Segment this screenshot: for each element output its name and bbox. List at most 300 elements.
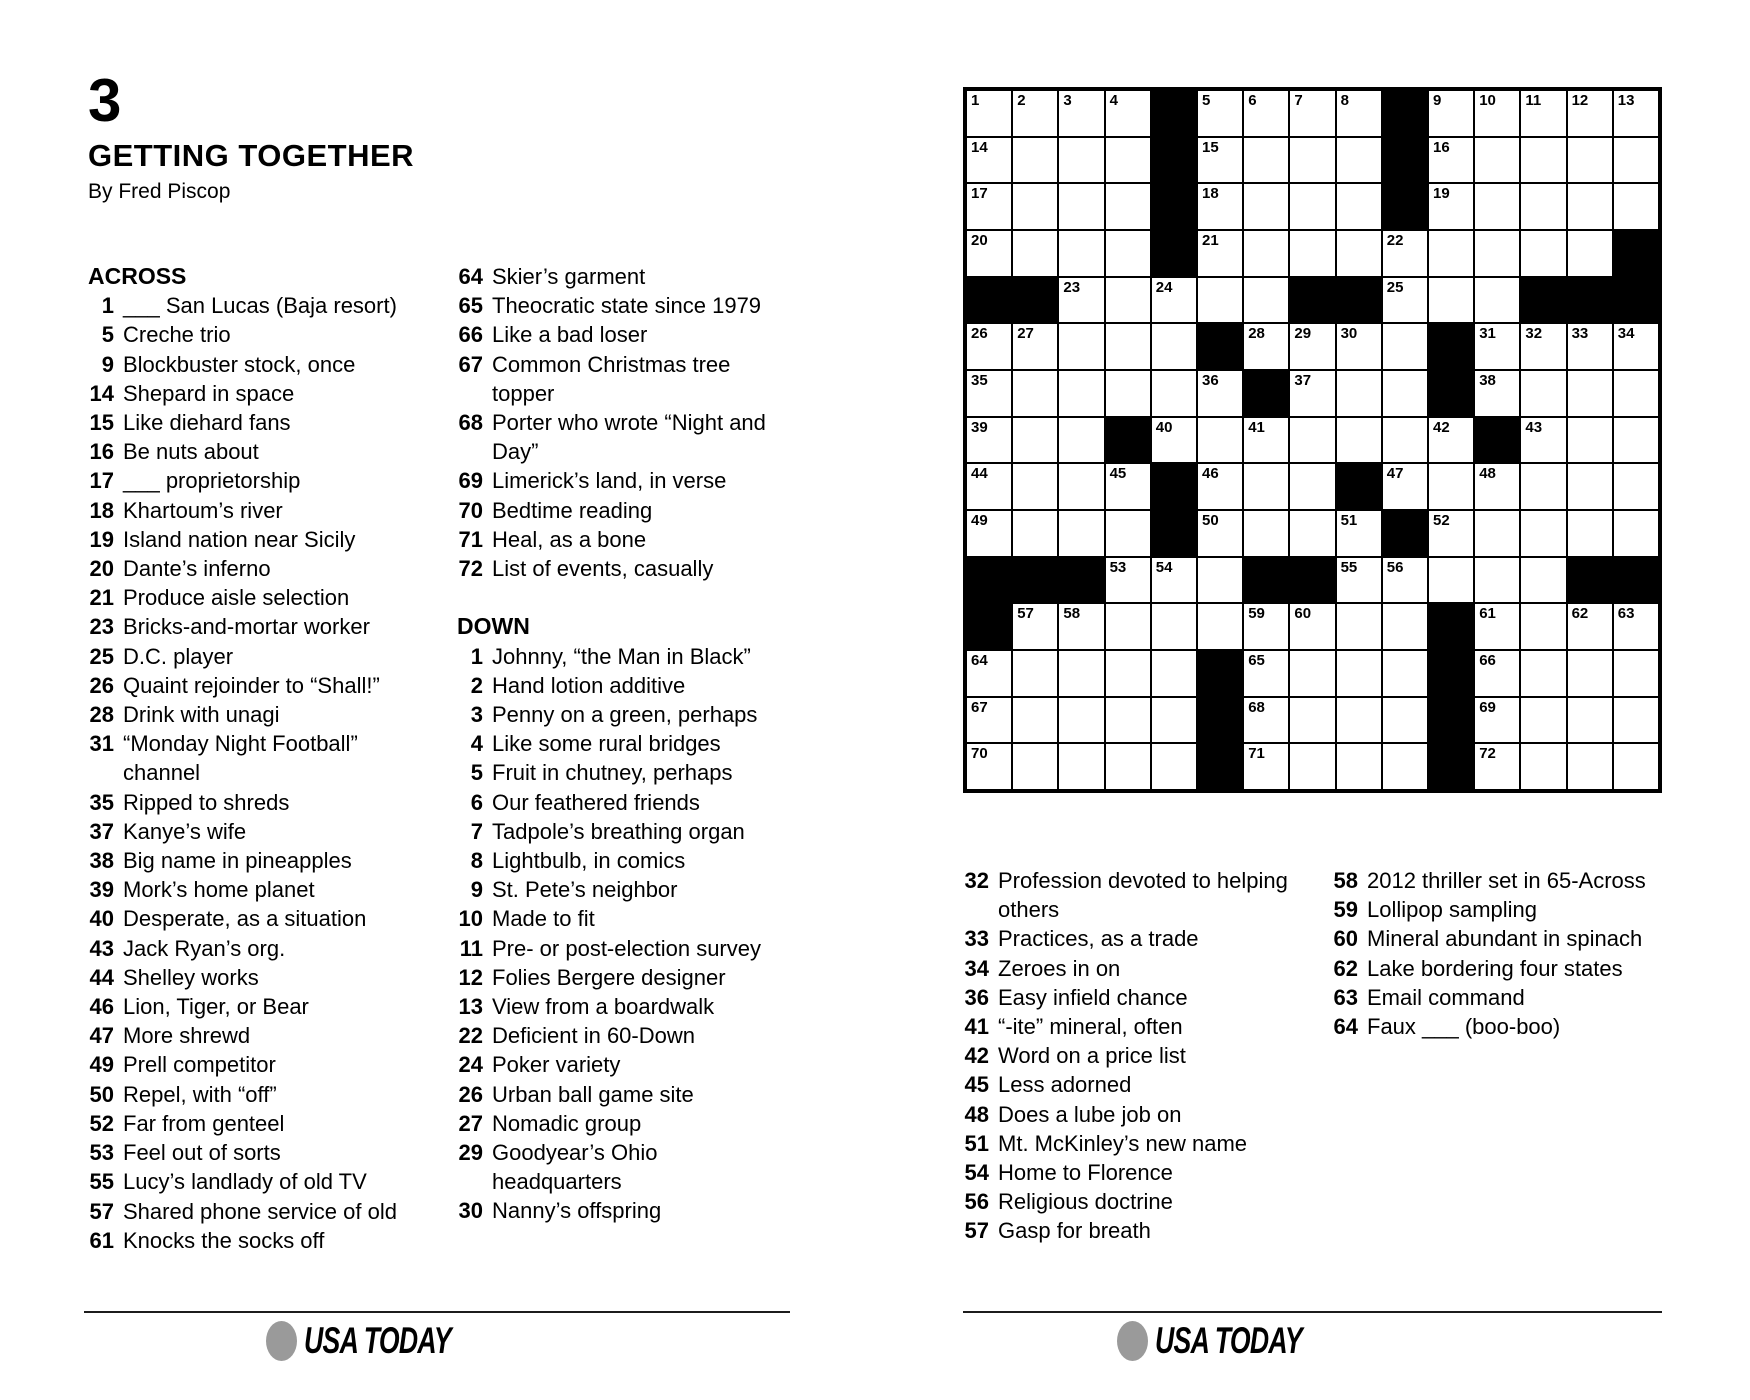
grid-cell[interactable] [1474, 277, 1520, 324]
clue-text: Heal, as a bone [492, 526, 647, 552]
clue-text: Practices, as a trade [998, 926, 1199, 952]
grid-cell[interactable] [966, 743, 1012, 790]
grid-cell[interactable] [1336, 557, 1382, 604]
grid-cell[interactable] [966, 510, 1012, 557]
clue-text: Desperate, as a situation [123, 906, 367, 932]
grid-cell[interactable] [966, 90, 1012, 137]
grid-cell[interactable] [966, 697, 1012, 744]
grid-cell[interactable] [1613, 417, 1659, 464]
grid-cell[interactable] [1520, 230, 1566, 277]
grid-cell[interactable] [1428, 417, 1474, 464]
clue [457, 729, 767, 758]
clue-number: 6 [470, 789, 483, 815]
clue-text: Creche trio [123, 322, 231, 348]
clue-text: Lollipop sampling [1367, 897, 1537, 923]
clue-number: 69 [458, 468, 483, 494]
clue-number [457, 379, 483, 408]
grid-cell[interactable] [1520, 603, 1566, 650]
grid-cell[interactable] [1336, 743, 1382, 790]
grid-cell[interactable] [1105, 510, 1151, 557]
clue-number: 50 [89, 1081, 114, 1107]
cell-number: 19 [1433, 185, 1450, 203]
grid-cell[interactable] [1012, 510, 1058, 557]
clue-text: Folies Bergere designer [492, 964, 726, 990]
clue-number: 24 [458, 1052, 483, 1078]
grid-cell[interactable] [1567, 323, 1613, 370]
grid-cell[interactable] [1336, 417, 1382, 464]
grid-cell[interactable] [1567, 183, 1613, 230]
grid-cell[interactable] [1243, 743, 1289, 790]
grid-cell[interactable] [1105, 90, 1151, 137]
cell-number: 62 [1571, 605, 1589, 623]
grid-cell[interactable] [1012, 417, 1058, 464]
grid-cell-black [1243, 370, 1289, 417]
cell-number: 2 [1017, 92, 1026, 109]
clue-text: Drink with unagi [123, 702, 280, 728]
grid-cell[interactable] [1289, 90, 1335, 137]
grid-cell[interactable] [1613, 603, 1659, 650]
grid-cell[interactable] [1105, 277, 1151, 324]
clue-text: Day” [492, 439, 539, 465]
clue-number: 19 [89, 526, 114, 552]
grid-cell[interactable] [1105, 650, 1151, 697]
grid-cell[interactable] [1474, 137, 1520, 184]
clue-text: Feel out of sorts [123, 1140, 281, 1166]
clue-number: 14 [89, 380, 114, 406]
grid-cell[interactable] [1151, 323, 1197, 370]
clue [1332, 983, 1677, 1012]
grid-cell[interactable] [1058, 137, 1104, 184]
clue [88, 1109, 408, 1138]
grid-cell[interactable] [1428, 557, 1474, 604]
grid-cell[interactable] [1474, 557, 1520, 604]
clue-number: 43 [89, 935, 114, 961]
grid-cell[interactable] [1520, 323, 1566, 370]
clue-number: 30 [458, 1198, 483, 1224]
clue [88, 554, 408, 583]
grid-cell[interactable] [1012, 650, 1058, 697]
grid-cell-black [1382, 183, 1428, 230]
cell-number: 29 [1294, 325, 1312, 343]
grid-cell[interactable] [1105, 370, 1151, 417]
grid-cell[interactable] [1567, 230, 1613, 277]
grid-cell[interactable] [966, 417, 1012, 464]
grid-cell[interactable] [1289, 603, 1335, 650]
grid-cell[interactable] [1058, 90, 1104, 137]
clue-number: 9 [101, 351, 114, 377]
grid-cell[interactable] [1012, 137, 1058, 184]
clue-text: Mt. McKinley’s new name [998, 1130, 1248, 1156]
clue-text: Big name in pineapples [123, 848, 352, 874]
clue [88, 525, 408, 554]
grid-cell[interactable] [1567, 510, 1613, 557]
grid-cell[interactable] [1243, 650, 1289, 697]
grid-cell[interactable] [1428, 463, 1474, 510]
grid-cell-black [1289, 277, 1335, 324]
grid-cell[interactable] [1336, 323, 1382, 370]
grid-cell[interactable] [1243, 137, 1289, 184]
grid-cell[interactable] [966, 137, 1012, 184]
clue-text: Kanye’s wife [123, 818, 247, 844]
grid-cell[interactable] [1197, 370, 1243, 417]
grid-cell[interactable] [1474, 183, 1520, 230]
grid-cell[interactable] [1151, 743, 1197, 790]
grid-cell[interactable] [1012, 183, 1058, 230]
grid-cell[interactable] [1197, 230, 1243, 277]
cell-number: 11 [1525, 92, 1542, 109]
grid-cell[interactable] [1197, 463, 1243, 510]
clue [963, 1070, 1308, 1099]
grid-cell-black [1613, 557, 1659, 604]
clue [88, 496, 408, 525]
grid-cell[interactable] [1520, 743, 1566, 790]
grid-cell[interactable] [1474, 230, 1520, 277]
clue-number: 21 [89, 585, 114, 611]
grid-cell[interactable] [966, 183, 1012, 230]
logo-ball-icon [266, 1321, 297, 1361]
grid-cell[interactable] [1382, 370, 1428, 417]
cell-number: 35 [971, 372, 988, 389]
grid-cell[interactable] [1382, 557, 1428, 604]
grid-cell[interactable] [966, 370, 1012, 417]
grid-cell[interactable] [1613, 370, 1659, 417]
grid-cell[interactable] [1197, 557, 1243, 604]
clue-number: 52 [89, 1110, 114, 1136]
clue-text: Lucy’s landlady of old TV [123, 1169, 367, 1195]
clue-text: Prell competitor [123, 1052, 276, 1078]
grid-cell[interactable] [1613, 650, 1659, 697]
grid-cell[interactable] [1012, 90, 1058, 137]
grid-cell[interactable] [1520, 557, 1566, 604]
grid-cell[interactable] [1336, 137, 1382, 184]
grid-cell[interactable] [1567, 137, 1613, 184]
grid-cell[interactable] [1520, 650, 1566, 697]
grid-cell[interactable] [1289, 230, 1335, 277]
clue-text: Theocratic state since 1979 [492, 293, 762, 319]
grid-cell[interactable] [1012, 603, 1058, 650]
clue-column-down-end [1332, 866, 1677, 1041]
grid-cell[interactable] [1567, 743, 1613, 790]
grid-cell[interactable] [1474, 650, 1520, 697]
grid-cell[interactable] [1428, 183, 1474, 230]
clue [88, 992, 408, 1021]
cell-number: 6 [1248, 92, 1257, 109]
grid-cell[interactable] [1197, 183, 1243, 230]
grid-cell[interactable] [1567, 417, 1613, 464]
cell-number: 20 [971, 232, 988, 249]
grid-cell[interactable] [1567, 90, 1613, 137]
grid-cell[interactable] [1105, 603, 1151, 650]
clue [457, 817, 767, 846]
grid-cell[interactable] [1382, 417, 1428, 464]
cell-number: 18 [1202, 185, 1219, 203]
grid-cell[interactable] [1336, 370, 1382, 417]
grid-cell[interactable] [1289, 697, 1335, 744]
title-block [88, 67, 415, 203]
grid-cell-black [966, 603, 1012, 650]
grid-cell[interactable] [1243, 463, 1289, 510]
grid-cell[interactable] [1058, 230, 1104, 277]
grid-cell[interactable] [1243, 697, 1289, 744]
clue [963, 1100, 1308, 1129]
grid-cell[interactable] [1058, 183, 1104, 230]
grid-cell[interactable] [1336, 230, 1382, 277]
clue [88, 1138, 408, 1167]
grid-cell[interactable] [1243, 277, 1289, 324]
grid-cell-black [1382, 137, 1428, 184]
grid-cell[interactable] [1336, 650, 1382, 697]
grid-cell[interactable] [1474, 510, 1520, 557]
grid-cell[interactable] [1197, 603, 1243, 650]
crossword-grid [963, 87, 1662, 793]
grid-cell[interactable] [1243, 183, 1289, 230]
clue-number [457, 437, 483, 466]
grid-cell[interactable] [1474, 90, 1520, 137]
grid-cell[interactable] [1520, 510, 1566, 557]
grid-cell[interactable] [1428, 510, 1474, 557]
grid-cell[interactable] [1243, 90, 1289, 137]
grid-cell[interactable] [1197, 277, 1243, 324]
grid-cell[interactable] [1105, 137, 1151, 184]
grid-cell[interactable] [1567, 697, 1613, 744]
grid-cell[interactable] [1105, 463, 1151, 510]
grid-cell[interactable] [1289, 183, 1335, 230]
grid-cell[interactable] [1520, 463, 1566, 510]
grid-cell[interactable] [1105, 323, 1151, 370]
grid-cell[interactable] [1197, 137, 1243, 184]
grid-cell[interactable] [1058, 510, 1104, 557]
clue-number: 55 [89, 1169, 114, 1195]
grid-cell[interactable] [1428, 90, 1474, 137]
grid-cell[interactable] [1613, 697, 1659, 744]
grid-cell[interactable] [1382, 230, 1428, 277]
grid-cell[interactable] [1058, 650, 1104, 697]
grid-cell[interactable] [1105, 557, 1151, 604]
grid-cell[interactable] [1613, 323, 1659, 370]
grid-cell[interactable] [1428, 277, 1474, 324]
grid-cell[interactable] [1520, 137, 1566, 184]
clue-section-header: ACROSS [88, 263, 187, 289]
grid-cell[interactable] [1012, 323, 1058, 370]
grid-cell[interactable] [1012, 230, 1058, 277]
clue-number: 58 [1333, 868, 1358, 893]
clue-text: Poker variety [492, 1052, 621, 1078]
grid-cell[interactable] [1012, 370, 1058, 417]
grid-cell[interactable] [966, 323, 1012, 370]
clue-text: St. Pete’s neighbor [492, 877, 678, 903]
grid-cell[interactable] [1105, 697, 1151, 744]
grid-cell[interactable] [1474, 743, 1520, 790]
grid-cell[interactable] [1151, 370, 1197, 417]
logo-wordmark: USA TODAY [304, 1320, 451, 1361]
grid-cell[interactable] [1613, 463, 1659, 510]
clue-number: 40 [89, 906, 114, 932]
grid-cell[interactable] [1289, 743, 1335, 790]
grid-cell[interactable] [1012, 463, 1058, 510]
clue-number: 13 [458, 994, 483, 1020]
cell-number: 67 [971, 698, 988, 716]
cell-number: 4 [1109, 92, 1118, 109]
clue-text: Be nuts about [123, 439, 259, 465]
grid-cell-black [1428, 323, 1474, 370]
grid-cell[interactable] [966, 230, 1012, 277]
grid-cell[interactable] [1336, 183, 1382, 230]
grid-cell[interactable] [1151, 277, 1197, 324]
grid-cell[interactable] [1105, 743, 1151, 790]
clue-text: ___ San Lucas (Baja resort) [123, 293, 397, 319]
grid-cell[interactable] [1613, 137, 1659, 184]
grid-cell[interactable] [1197, 510, 1243, 557]
grid-cell[interactable] [1058, 370, 1104, 417]
grid-cell[interactable] [1567, 650, 1613, 697]
grid-cell[interactable] [1428, 137, 1474, 184]
clue-number: 18 [89, 497, 114, 523]
clue-number: 42 [964, 1043, 989, 1069]
grid-cell[interactable] [1151, 557, 1197, 604]
cell-number: 3 [1063, 92, 1072, 109]
grid-cell[interactable] [1474, 697, 1520, 744]
clue-text: “-ite” mineral, often [998, 1014, 1183, 1040]
grid-cell[interactable] [1058, 417, 1104, 464]
grid-cell[interactable] [1012, 743, 1058, 790]
clue [457, 525, 767, 554]
cell-number: 28 [1248, 325, 1265, 343]
cell-number: 56 [1386, 558, 1404, 576]
cell-number: 68 [1248, 698, 1265, 716]
clue-number: 37 [89, 818, 114, 844]
grid-cell[interactable] [1058, 743, 1104, 790]
cell-number: 14 [971, 138, 988, 156]
cell-number: 17 [971, 185, 988, 203]
cell-number: 27 [1017, 325, 1034, 343]
grid-cell[interactable] [1151, 417, 1197, 464]
grid-cell[interactable] [1613, 510, 1659, 557]
grid-cell-black [1151, 137, 1197, 184]
clue-text: Ripped to shreds [123, 789, 290, 815]
grid-cell[interactable] [1289, 510, 1335, 557]
clue-column-down-continued [963, 866, 1308, 1246]
grid-cell[interactable] [1613, 183, 1659, 230]
grid-cell[interactable] [1567, 463, 1613, 510]
grid-cell[interactable] [1382, 697, 1428, 744]
grid-cell[interactable] [1243, 230, 1289, 277]
grid-cell[interactable] [1382, 323, 1428, 370]
grid-cell[interactable] [1058, 697, 1104, 744]
grid-cell[interactable] [1151, 697, 1197, 744]
grid-cell[interactable] [1151, 603, 1197, 650]
grid-cell[interactable] [1474, 463, 1520, 510]
grid-cell[interactable] [1336, 90, 1382, 137]
grid-cell[interactable] [1058, 603, 1104, 650]
grid-cell[interactable] [1336, 603, 1382, 650]
clue-number: 36 [964, 984, 989, 1010]
grid-cell[interactable] [1382, 603, 1428, 650]
grid-cell[interactable] [1012, 697, 1058, 744]
clue-section-header: DOWN [457, 613, 530, 640]
grid-cell[interactable] [1613, 743, 1659, 790]
clue-number: 62 [1333, 955, 1358, 981]
clue [88, 379, 408, 408]
clue-continuation [963, 895, 1308, 924]
grid-cell[interactable] [1382, 743, 1428, 790]
grid-cell[interactable] [1520, 697, 1566, 744]
grid-cell[interactable] [1243, 323, 1289, 370]
grid-cell[interactable] [1105, 230, 1151, 277]
clue-text: Like diehard fans [123, 410, 291, 436]
grid-cell[interactable] [1243, 417, 1289, 464]
grid-cell[interactable] [1058, 463, 1104, 510]
cell-number: 15 [1202, 138, 1219, 156]
cell-number: 70 [971, 745, 988, 763]
grid-cell[interactable] [1289, 370, 1335, 417]
grid-cell[interactable] [1289, 417, 1335, 464]
grid-cell[interactable] [1520, 417, 1566, 464]
grid-cell[interactable] [1289, 650, 1335, 697]
clue [457, 846, 767, 875]
clue-number: 68 [458, 410, 483, 436]
grid-cell[interactable] [1567, 370, 1613, 417]
grid-cell[interactable] [1520, 90, 1566, 137]
grid-cell[interactable] [1474, 323, 1520, 370]
cell-number: 33 [1571, 325, 1589, 343]
clue [1332, 866, 1677, 895]
grid-cell[interactable] [1243, 510, 1289, 557]
grid-cell[interactable] [1382, 650, 1428, 697]
clue-number: 25 [89, 643, 114, 669]
clue [88, 612, 408, 641]
grid-cell[interactable] [1151, 650, 1197, 697]
cell-number: 32 [1525, 325, 1543, 343]
clue-continuation [457, 1167, 767, 1196]
grid-cell[interactable] [1105, 183, 1151, 230]
clue-text: Fruit in chutney, perhaps [492, 760, 733, 786]
cell-number: 21 [1202, 232, 1219, 249]
clue-text: Shepard in space [123, 380, 295, 406]
cell-number: 44 [971, 465, 988, 483]
grid-cell[interactable] [1428, 230, 1474, 277]
grid-cell[interactable] [1520, 183, 1566, 230]
clue-text: Porter who wrote “Night and [492, 410, 766, 436]
clue [963, 983, 1308, 1012]
grid-cell[interactable] [966, 650, 1012, 697]
grid-cell[interactable] [1382, 463, 1428, 510]
grid-cell-black [1428, 603, 1474, 650]
grid-cell[interactable] [1058, 277, 1104, 324]
grid-cell[interactable] [1197, 90, 1243, 137]
grid-cell[interactable] [1474, 603, 1520, 650]
grid-cell[interactable] [1336, 510, 1382, 557]
grid-cell[interactable] [1613, 90, 1659, 137]
grid-cell[interactable] [1058, 323, 1104, 370]
grid-cell[interactable] [1243, 603, 1289, 650]
grid-cell[interactable] [966, 463, 1012, 510]
grid-cell[interactable] [1289, 463, 1335, 510]
clue-number: 17 [89, 468, 114, 494]
clue-number: 5 [101, 322, 114, 348]
grid-cell[interactable] [1289, 137, 1335, 184]
cell-number: 42 [1433, 418, 1450, 436]
grid-cell[interactable] [1336, 697, 1382, 744]
grid-cell[interactable] [1382, 277, 1428, 324]
grid-cell[interactable] [1520, 370, 1566, 417]
grid-cell-black [1197, 697, 1243, 744]
grid-cell[interactable] [1289, 323, 1335, 370]
grid-cell[interactable] [1197, 417, 1243, 464]
clue-column-across [88, 262, 408, 1255]
grid-cell[interactable] [1474, 370, 1520, 417]
clue [457, 904, 767, 933]
grid-cell[interactable] [1567, 603, 1613, 650]
